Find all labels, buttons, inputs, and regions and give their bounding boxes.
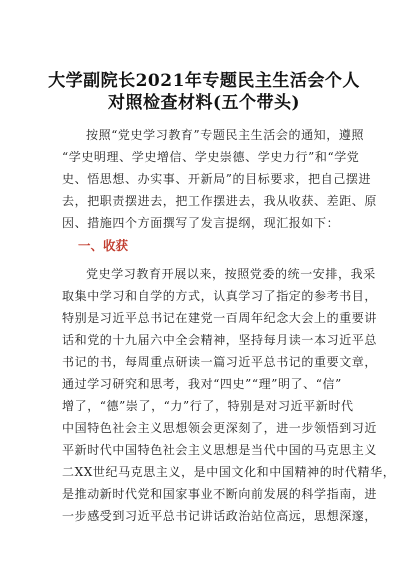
body-paragraph-line: 二XX世纪马克思主义，是中国文化和中国精神的时代精华， (62, 465, 396, 479)
body-paragraph-line: 增了，“德”崇了，“力”行了，特别是对习近平新时代 (62, 399, 354, 413)
intro-paragraph-line: “学史明理、学史增信、学史崇德、学史力行”和“学党 (62, 150, 360, 164)
document-title-line-1: 大学副院长2021年专题民主生活会个人 (48, 71, 360, 91)
intro-paragraph-line: 史、悟思想、办实事、开新局”的目标要求，把自己摆进 (62, 172, 372, 186)
intro-paragraph-line: 去，把职责摆进去，把工作摆进去，我从收获、差距、原 (62, 194, 378, 208)
document-title-line-2: 对照检查材料(五个带头) (107, 93, 301, 113)
intro-paragraph-line: 按照“党史学习教育”专题民主生活会的通知，遵照 (86, 128, 365, 142)
body-paragraph-line: 特别是习近平总书记在建党一百周年纪念大会上的重要讲 (62, 311, 378, 325)
body-paragraph-line: 取集中学习和自学的方式，认真学习了指定的参考书目， (62, 289, 378, 303)
body-paragraph-line: 一步感受到习近平总书记讲话政治站位高远，思想深邃， (62, 509, 378, 523)
body-paragraph-line: 中国特色社会主义思想领会更深刻了，进一步领悟到习近 (62, 421, 378, 435)
section-heading: 一、收获 (78, 238, 129, 253)
body-paragraph-line: 平新时代中国特色社会主义思想是当代中国的马克思主义 (62, 443, 378, 457)
body-paragraph-line: 通过学习研究和思考，我对“四史”“理”明了、“信” (62, 377, 342, 391)
body-paragraph-line: 书记的书，每周重点研读一篇习近平总书记的重要文章， (62, 355, 378, 369)
body-paragraph-line: 是推动新时代党和国家事业不断向前发展的科学指南，进 (62, 487, 378, 501)
intro-paragraph-line: 因、措施四个方面撰写了发言提纲，现汇报如下： (62, 216, 340, 230)
body-paragraph-line: 话和党的十九届六中全会精神，坚持每月读一本习近平总 (62, 333, 378, 347)
body-paragraph-line: 党史学习教育开展以来，按照党委的统一安排，我采 (86, 267, 376, 281)
